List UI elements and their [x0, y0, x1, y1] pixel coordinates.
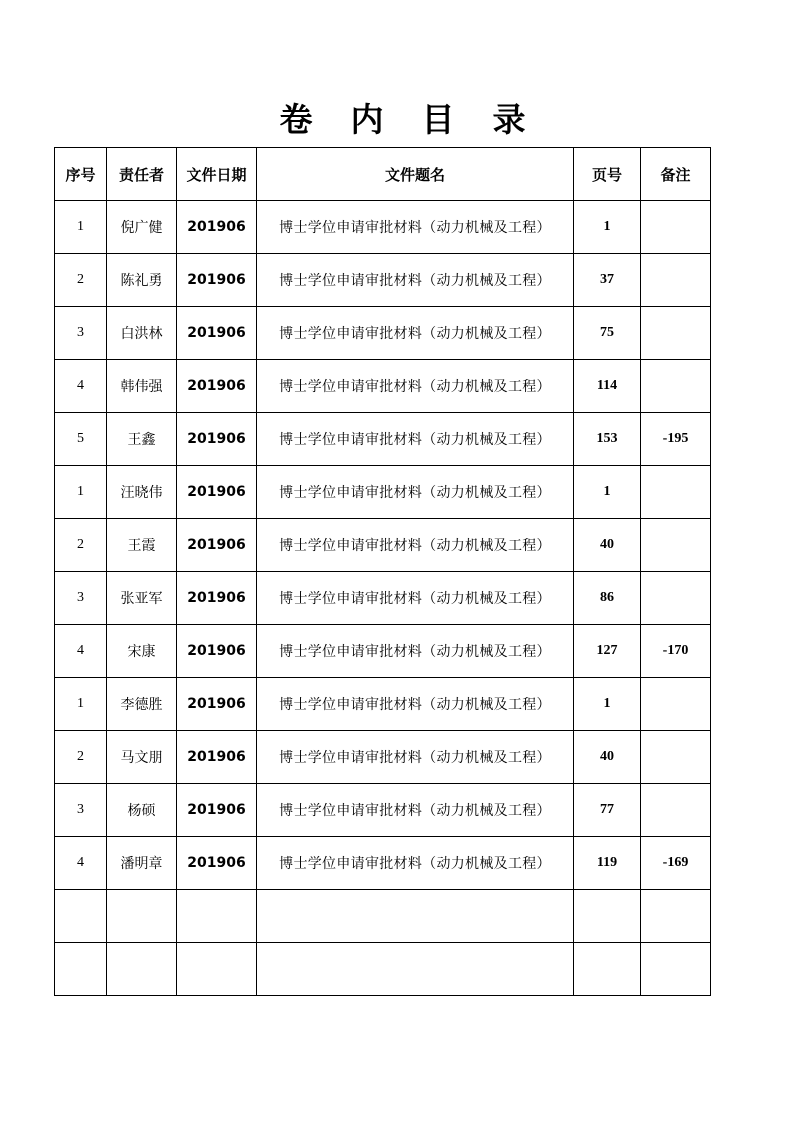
table-row — [55, 837, 711, 890]
cell-note: -170 — [641, 625, 711, 678]
cell-doc-title: 博士学位申请审批材料（动力机械及工程） — [257, 837, 574, 890]
cell-date: 201906 — [177, 784, 257, 837]
table-row — [55, 572, 711, 625]
cell-page — [574, 943, 641, 996]
cell-page: 1 — [574, 678, 641, 731]
table-row — [55, 466, 711, 519]
table-row — [55, 943, 711, 996]
header-row — [55, 148, 711, 201]
table-row — [55, 784, 711, 837]
cell-date: 201906 — [177, 254, 257, 307]
cell-note — [641, 201, 711, 254]
cell-person — [107, 890, 177, 943]
catalog-table-header — [55, 148, 711, 201]
cell-page: 127 — [574, 625, 641, 678]
cell-doc-title: 博士学位申请审批材料（动力机械及工程） — [257, 678, 574, 731]
cell-person: 白洪林 — [107, 307, 177, 360]
cell-date: 201906 — [177, 572, 257, 625]
header-note: 备注 — [641, 148, 711, 201]
cell-seq: 2 — [55, 731, 107, 784]
cell-seq: 4 — [55, 360, 107, 413]
cell-doc-title: 博士学位申请审批材料（动力机械及工程） — [257, 307, 574, 360]
header-page: 页号 — [574, 148, 641, 201]
cell-note: -195 — [641, 413, 711, 466]
cell-page: 77 — [574, 784, 641, 837]
cell-doc-title: 博士学位申请审批材料（动力机械及工程） — [257, 625, 574, 678]
cell-date: 201906 — [177, 307, 257, 360]
cell-person: 陈礼勇 — [107, 254, 177, 307]
cell-page: 40 — [574, 731, 641, 784]
cell-note: -169 — [641, 837, 711, 890]
cell-date: 201906 — [177, 678, 257, 731]
cell-date: 201906 — [177, 625, 257, 678]
cell-seq: 4 — [55, 625, 107, 678]
cell-note — [641, 519, 711, 572]
cell-date: 201906 — [177, 360, 257, 413]
cell-doc-title: 博士学位申请审批材料（动力机械及工程） — [257, 413, 574, 466]
cell-person: 王霞 — [107, 519, 177, 572]
cell-seq — [55, 943, 107, 996]
cell-person: 韩伟强 — [107, 360, 177, 413]
cell-note — [641, 466, 711, 519]
cell-seq: 1 — [55, 201, 107, 254]
cell-note — [641, 784, 711, 837]
cell-date — [177, 890, 257, 943]
table-row — [55, 307, 711, 360]
cell-date: 201906 — [177, 731, 257, 784]
cell-doc-title: 博士学位申请审批材料（动力机械及工程） — [257, 201, 574, 254]
cell-seq: 1 — [55, 678, 107, 731]
cell-person: 李德胜 — [107, 678, 177, 731]
cell-person: 王鑫 — [107, 413, 177, 466]
cell-doc-title: 博士学位申请审批材料（动力机械及工程） — [257, 466, 574, 519]
table-row — [55, 254, 711, 307]
table-row — [55, 731, 711, 784]
cell-seq: 3 — [55, 784, 107, 837]
cell-date: 201906 — [177, 519, 257, 572]
cell-person: 汪晓伟 — [107, 466, 177, 519]
cell-seq — [55, 890, 107, 943]
cell-note — [641, 572, 711, 625]
cell-doc-title: 博士学位申请审批材料（动力机械及工程） — [257, 519, 574, 572]
cell-seq: 2 — [55, 519, 107, 572]
table-row — [55, 413, 711, 466]
table-row — [55, 890, 711, 943]
cell-doc-title — [257, 943, 574, 996]
cell-seq: 1 — [55, 466, 107, 519]
cell-person: 马文朋 — [107, 731, 177, 784]
cell-date: 201906 — [177, 466, 257, 519]
cell-note — [641, 254, 711, 307]
cell-page — [574, 890, 641, 943]
cell-note — [641, 678, 711, 731]
cell-note — [641, 890, 711, 943]
cell-note — [641, 307, 711, 360]
cell-page: 37 — [574, 254, 641, 307]
cell-date: 201906 — [177, 413, 257, 466]
page-title: 卷内目录 — [279, 100, 564, 139]
cell-person: 杨硕 — [107, 784, 177, 837]
cell-page: 86 — [574, 572, 641, 625]
cell-date — [177, 943, 257, 996]
header-date: 文件日期 — [177, 148, 257, 201]
cell-seq: 3 — [55, 307, 107, 360]
cell-doc-title: 博士学位申请审批材料（动力机械及工程） — [257, 360, 574, 413]
cell-page: 114 — [574, 360, 641, 413]
catalog-table-body — [55, 201, 711, 996]
cell-page: 119 — [574, 837, 641, 890]
cell-seq: 2 — [55, 254, 107, 307]
table-row — [55, 360, 711, 413]
cell-page: 40 — [574, 519, 641, 572]
cell-seq: 5 — [55, 413, 107, 466]
cell-note — [641, 731, 711, 784]
cell-seq: 4 — [55, 837, 107, 890]
cell-date: 201906 — [177, 201, 257, 254]
cell-page: 1 — [574, 466, 641, 519]
cell-person: 宋康 — [107, 625, 177, 678]
cell-page: 153 — [574, 413, 641, 466]
table-row — [55, 519, 711, 572]
cell-note — [641, 943, 711, 996]
cell-person: 张亚军 — [107, 572, 177, 625]
cell-doc-title: 博士学位申请审批材料（动力机械及工程） — [257, 572, 574, 625]
table-row — [55, 678, 711, 731]
cell-seq: 3 — [55, 572, 107, 625]
cell-doc-title: 博士学位申请审批材料（动力机械及工程） — [257, 254, 574, 307]
cell-person: 潘明章 — [107, 837, 177, 890]
header-person: 责任者 — [107, 148, 177, 201]
cell-page: 1 — [574, 201, 641, 254]
cell-doc-title: 博士学位申请审批材料（动力机械及工程） — [257, 784, 574, 837]
cell-page: 75 — [574, 307, 641, 360]
table-row — [55, 625, 711, 678]
cell-doc-title — [257, 890, 574, 943]
cell-person — [107, 943, 177, 996]
header-seq: 序号 — [55, 148, 107, 201]
cell-person: 倪广健 — [107, 201, 177, 254]
cell-date: 201906 — [177, 837, 257, 890]
cell-doc-title: 博士学位申请审批材料（动力机械及工程） — [257, 731, 574, 784]
header-doc-title: 文件题名 — [257, 148, 574, 201]
cell-note — [641, 360, 711, 413]
table-row — [55, 201, 711, 254]
catalog-table — [54, 147, 711, 996]
